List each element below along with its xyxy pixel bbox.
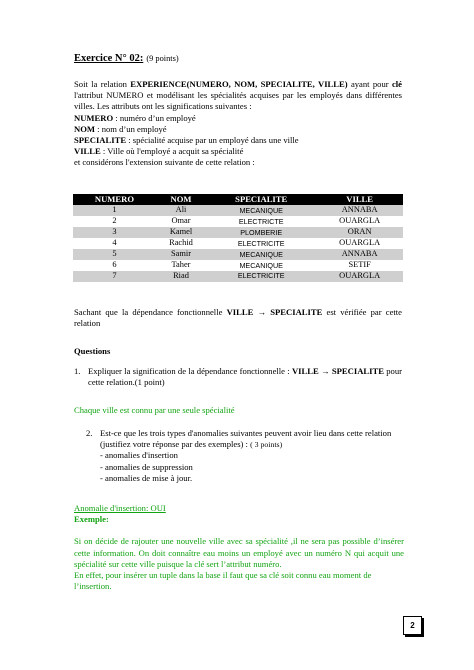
page-number: 2: [403, 616, 422, 635]
functional-dependency: VILLE → SPECIALITE: [226, 307, 323, 317]
cell-ville: ANNABA: [316, 205, 403, 216]
attr-name: SPECIALITE: [74, 134, 127, 145]
table-row: [73, 238, 403, 249]
intro-text: l'attribut NUMERO et modélisant les spécialités acquises par les employés dans différentes villes. Les attributs ont les significations suivantes :: [74, 90, 402, 112]
cell-specialite: MECANIQUE: [206, 249, 316, 260]
header-ville: VILLE: [316, 194, 403, 205]
anomaly-item: - anomalies de suppression: [100, 461, 193, 472]
attr-desc: : nom d’un employé: [95, 123, 167, 134]
attr-name: VILLE: [74, 146, 101, 157]
cell-numero: 1: [73, 205, 156, 216]
table-row: [73, 271, 403, 282]
question-points: ( 3 points): [250, 440, 283, 450]
key-word: clé: [391, 79, 402, 89]
cell-specialite: MECANIQUE: [206, 205, 316, 216]
attr-desc: : numéro d’un employé: [113, 112, 196, 123]
cell-numero: 4: [73, 238, 156, 249]
table-header-row: [73, 194, 403, 205]
question-1: [74, 366, 402, 388]
cell-nom: Samir: [156, 249, 206, 260]
cell-nom: Riad: [156, 271, 206, 282]
cell-nom: Rachid: [156, 238, 206, 249]
header-numero: NUMERO: [73, 194, 156, 205]
cell-ville: OUARGLA: [316, 216, 403, 227]
example-label: Exemple:: [74, 514, 109, 525]
table-row: [73, 227, 403, 238]
cell-ville: ORAN: [316, 227, 403, 238]
header-specialite: SPECIALITE: [206, 194, 316, 205]
intro-text: Soit la relation: [74, 79, 131, 89]
cell-specialite: MECANIQUE: [206, 260, 316, 271]
cell-specialite: ELECTRICTE: [206, 216, 316, 227]
cell-numero: 7: [73, 271, 156, 282]
answer-2: [74, 503, 404, 592]
intro-paragraph: [74, 79, 402, 113]
dependency-statement: [74, 307, 402, 329]
exercise-points: (9 points): [146, 54, 179, 63]
table-row: [73, 260, 403, 271]
question-text: Expliquer la signification de la dépendance fonctionnelle :: [88, 366, 292, 376]
attr-numero: [74, 113, 402, 124]
attr-ville: [74, 146, 402, 157]
cell-numero: 2: [73, 216, 156, 227]
intro-section: [74, 79, 402, 168]
cell-numero: 5: [73, 249, 156, 260]
cell-nom: Omar: [156, 216, 206, 227]
cell-numero: 3: [73, 227, 156, 238]
cell-nom: Kamel: [156, 227, 206, 238]
statement-text: est vérifiée par cette relation: [74, 307, 402, 329]
answer-1: Chaque ville est connu par une seule spécialité: [74, 405, 235, 415]
functional-dependency: VILLE → SPECIALITE: [291, 366, 384, 376]
attr-desc: : spécialité acquise par un employé dans une ville: [126, 134, 299, 145]
exercise-title-text: Exercice N° 02:: [74, 53, 144, 64]
intro-closing: et considérons l'extension suivante de cette relation :: [74, 157, 255, 168]
cell-ville: SETIF: [316, 260, 403, 271]
anomaly-item: - anomalies de mise à jour.: [100, 472, 193, 483]
cell-ville: OUARGLA: [316, 238, 403, 249]
answer-paragraph: Si on décide de rajouter une nouvelle ville avec sa spécialité ,il ne sera pas possible d’insérer cette information. On doit connaître eau moins un employé avec un numéro N qui acquit une spécialité sur cette ville puisque la clé sert l’attribut numéro.: [74, 536, 404, 569]
attr-specialite: [74, 135, 402, 146]
attr-desc: : Ville où l'employé a acquit sa spécialité: [100, 146, 244, 157]
header-nom: NOM: [156, 194, 206, 205]
cell-specialite: PLOMBERIE: [206, 227, 316, 238]
anomaly-item: - anomalies d'insertion: [100, 450, 178, 461]
table-row: [73, 216, 403, 227]
cell-nom: Ali: [156, 205, 206, 216]
relation-schema: EXPERIENCE(NUMERO, NOM, SPECIALITE, VILLE): [130, 79, 348, 89]
attr-name: NOM: [74, 123, 96, 134]
question-2: [86, 428, 402, 484]
cell-ville: ANNABA: [316, 249, 403, 260]
intro-text: ayant pour: [347, 79, 392, 89]
question-number: 1.: [74, 366, 81, 376]
question-text: pour cette relation.: [88, 366, 402, 388]
answer-heading: Anomalie d'insertion: OUI: [74, 503, 166, 513]
table-row: [73, 205, 403, 216]
cell-nom: Taher: [156, 260, 206, 271]
attr-name: NUMERO: [74, 112, 114, 123]
cell-specialite: ELECTRICITE: [206, 271, 316, 282]
cell-ville: OUARGLA: [316, 271, 403, 282]
question-points: (1 point): [134, 377, 165, 388]
statement-text: Sachant que la dépendance fonctionnelle: [74, 307, 227, 317]
questions-heading: Questions: [74, 346, 111, 356]
experience-table: [73, 194, 403, 282]
answer-paragraph: En effet, pour insérer un tuple dans la base il faut que sa clé soit connu eau moment de l’insertion.: [74, 569, 372, 592]
cell-specialite: ELECTRICITE: [206, 238, 316, 249]
question-number: 2.: [86, 428, 93, 438]
cell-numero: 6: [73, 260, 156, 271]
exercise-title: [74, 52, 179, 66]
attr-nom: [74, 124, 402, 135]
question-text: Est-ce que les trois types d'anomalies suivantes peuvent avoir lieu dans cette relation (justifiez votre réponse par des exemples) :: [100, 428, 392, 450]
table-row: [73, 249, 403, 260]
